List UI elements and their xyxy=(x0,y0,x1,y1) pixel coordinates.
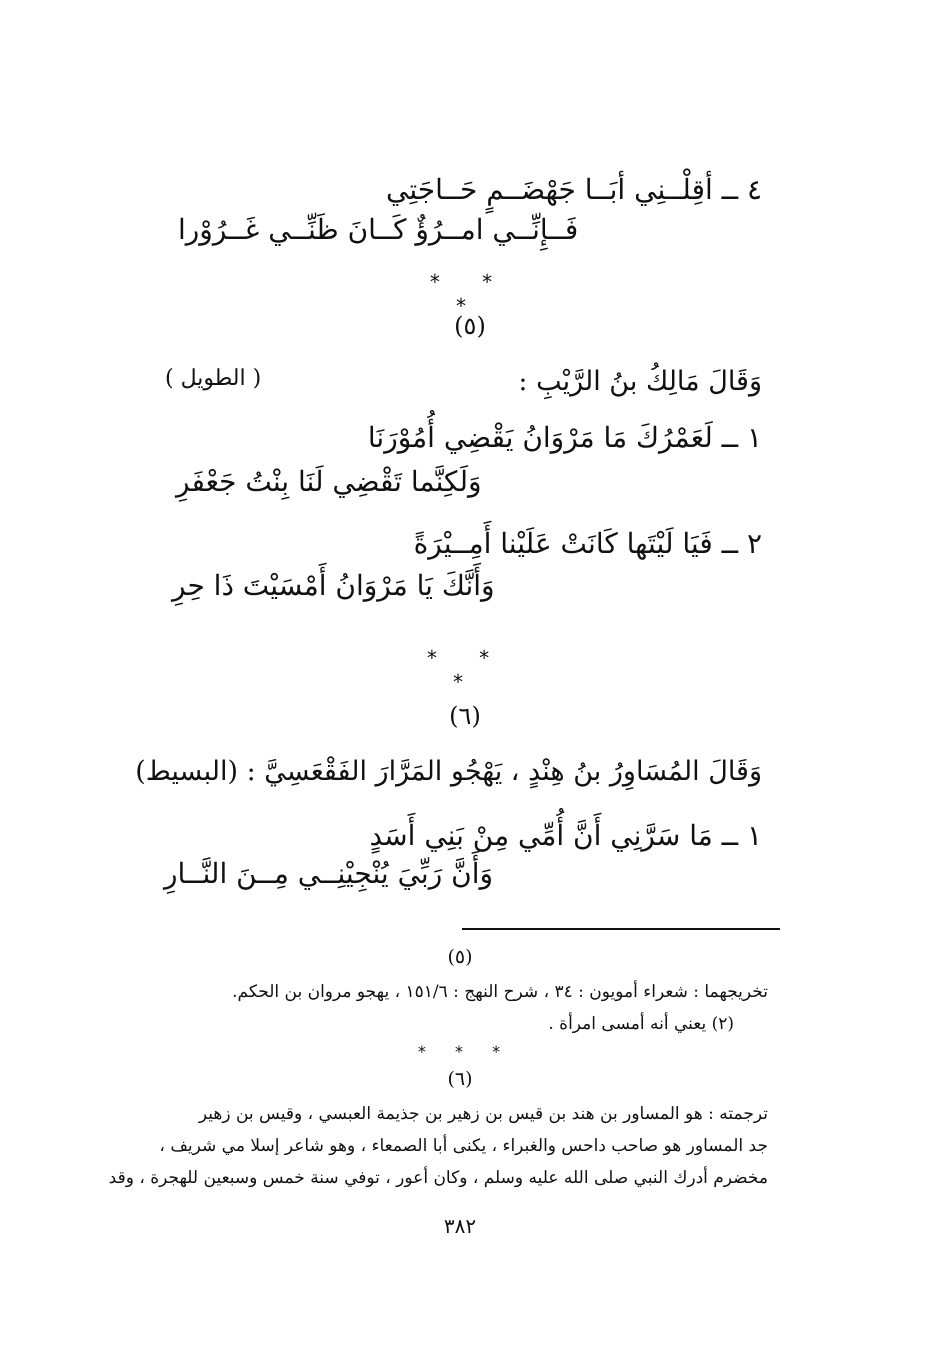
section-separator: * * * xyxy=(429,270,511,318)
footnote-6-line-1: ترجمته : هو المساور بن هند بن قيس بن زهير بن جذيمة العبسي ، وقيس بن زهير xyxy=(198,1104,768,1124)
verse-4-second-hemistich: فَــإِنِّــي امــرُؤٌ كَــانَ ظَنِّــي غَــرُوْرا xyxy=(178,213,579,246)
section-5-verse-2-first: ٢ ــ فَيَا لَيْتَها كَانَتْ عَلَيْنا أَمِــيْرَةً xyxy=(413,527,762,560)
section-6-verse-1-first: ١ ــ مَا سَرَّنِي أَنَّ أُمِّي مِنْ بَنِي أَسَدٍ xyxy=(369,819,762,852)
footnote-rule xyxy=(462,928,780,930)
footnote-6-line-2: جد المساور هو صاحب داحس والغبراء ، يكنى أبا الصمعاء ، وهو شاعر إسلا مي شريف ، xyxy=(159,1136,768,1156)
footnote-6-number: (٦) xyxy=(447,1068,473,1090)
section-5-verse-2-second: وَأَنَّكَ يَا مَرْوَانُ أَمْسَيْتَ ذَا حِرِ xyxy=(172,569,495,602)
footnote-5-line-1: تخريجهما : شعراء أمويون : ٣٤ ، شرح النهج : ١٥١/٦ ، يهجو مروان بن الحكم. xyxy=(232,982,768,1002)
section-5-verse-1-second: وَلَكِنَّما تَقْضِي لَنَا بِنْتُ جَعْفَرِ xyxy=(176,465,482,498)
section-6-intro: وَقَالَ المُسَاوِرُ بنُ هِنْدٍ ، يَهْجُو المَرَّارَ الفَقْعَسِيَّ : (البسيط) xyxy=(135,756,762,787)
section-5-verse-1-first: ١ ــ لَعَمْرُكَ مَا مَرْوَانُ يَقْضِي أُمُوْرَنَا xyxy=(367,421,762,454)
footnote-5-line-2: (٢) يعني أنه أمسى امرأة . xyxy=(548,1014,734,1034)
section-5-number: (٥) xyxy=(454,312,486,340)
section-separator: * * * xyxy=(426,646,508,694)
section-5-intro: وَقَالَ مَالِكُ بنُ الرَّيْبِ : xyxy=(518,366,762,397)
section-6-number: (٦) xyxy=(449,702,481,730)
section-6-verse-1-second: وَأَنَّ رَبِّيَ يُنْجِيْنِــي مِــنَ النَّــارِ xyxy=(164,857,494,890)
verse-4-first-hemistich: ٤ ــ أقِلْــنِي أبَــا جَهْضَــمٍ حَــاجَتِي xyxy=(386,173,762,206)
section-5-meter: ( الطويل ) xyxy=(165,366,262,391)
footnote-separator: * * * xyxy=(417,1042,513,1061)
footnote-5-number: (٥) xyxy=(447,946,473,968)
footnote-6-line-3: مخضرم أدرك النبي صلى الله عليه وسلم ، وكان أعور ، توفي سنة خمس وسبعين للهجرة ، وقد xyxy=(108,1168,768,1188)
page-number: ٣٨٢ xyxy=(443,1214,477,1238)
